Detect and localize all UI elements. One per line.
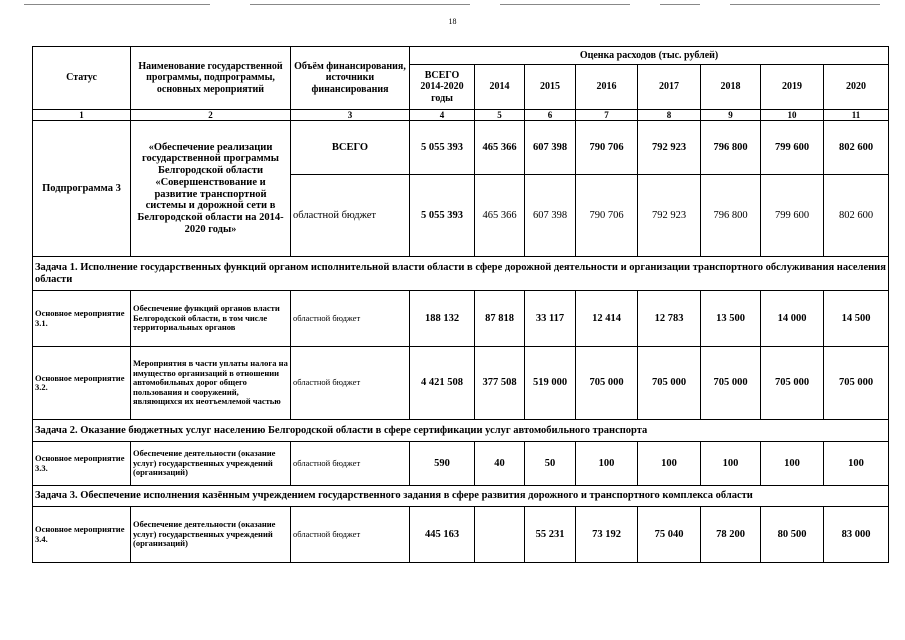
- value-cell: 33 117: [525, 291, 576, 347]
- value-cell: 100: [761, 442, 824, 486]
- task-title: Задача 3. Обеспечение исполнения казённым учреждением государственного задания в сфере развития дорожного и транспортного комплекса области: [33, 486, 889, 507]
- activity-name: Обеспечение деятельности (оказание услуг) государственных учреждений (организаций): [131, 507, 291, 563]
- value-cell: 802 600: [824, 121, 889, 175]
- value-cell: 705 000: [576, 347, 638, 420]
- column-number: 10: [761, 110, 824, 121]
- value-cell: 377 508: [475, 347, 525, 420]
- value-cell: 14 000: [761, 291, 824, 347]
- top-rule: [730, 4, 880, 5]
- value-cell: 188 132: [410, 291, 475, 347]
- value-cell: 83 000: [824, 507, 889, 563]
- value-cell: 705 000: [761, 347, 824, 420]
- budget-table: [32, 46, 889, 563]
- value-cell: 75 040: [638, 507, 701, 563]
- column-number: 4: [410, 110, 475, 121]
- activity-status: Основное мероприятие 3.4.: [33, 507, 131, 563]
- value-cell: 465 366: [475, 121, 525, 175]
- header-year: 2014: [475, 65, 525, 110]
- header-year: 2016: [576, 65, 638, 110]
- value-cell: 705 000: [701, 347, 761, 420]
- column-number: 3: [291, 110, 410, 121]
- value-cell: 5 055 393: [410, 175, 475, 257]
- activity-row: [33, 347, 889, 420]
- activity-name: Обеспечение деятельности (оказание услуг) государственных учреждений (организаций): [131, 442, 291, 486]
- task-title: Задача 1. Исполнение государственных функций органом исполнительной власти области в сфере дорожной деятельности и организации транспортного обслуживания населения области: [33, 257, 889, 291]
- header-year: 2015: [525, 65, 576, 110]
- header-estimate: Оценка расходов (тыс. рублей): [410, 47, 889, 65]
- value-cell: 519 000: [525, 347, 576, 420]
- funding-source: областной бюджет: [291, 291, 410, 347]
- value-cell: 50: [525, 442, 576, 486]
- top-rule: [250, 4, 470, 5]
- column-number: 11: [824, 110, 889, 121]
- task-row: [33, 420, 889, 442]
- value-cell: 14 500: [824, 291, 889, 347]
- value-cell: 607 398: [525, 121, 576, 175]
- subprogram-status: Подпрограмма 3: [33, 121, 131, 257]
- header-name: Наименование государственной программы, подпрограммы, основных мероприятий: [131, 47, 291, 110]
- activity-status: Основное мероприятие 3.2.: [33, 347, 131, 420]
- value-cell: 80 500: [761, 507, 824, 563]
- activity-name: Обеспечение функций органов власти Белгородской области, в том числе территориальных органов: [131, 291, 291, 347]
- column-number: 2: [131, 110, 291, 121]
- value-cell: 4 421 508: [410, 347, 475, 420]
- value-cell: 705 000: [638, 347, 701, 420]
- task-row: [33, 486, 889, 507]
- header-volume: Объём финансирования, источники финансирования: [291, 47, 410, 110]
- value-cell: 78 200: [701, 507, 761, 563]
- value-cell: 792 923: [638, 175, 701, 257]
- value-cell: 590: [410, 442, 475, 486]
- value-cell: 790 706: [576, 175, 638, 257]
- column-number: 7: [576, 110, 638, 121]
- column-number: 1: [33, 110, 131, 121]
- value-cell: 445 163: [410, 507, 475, 563]
- top-rule: [500, 4, 630, 5]
- funding-source: областной бюджет: [291, 347, 410, 420]
- header-year: 2018: [701, 65, 761, 110]
- top-rule: [24, 4, 210, 5]
- funding-source: областной бюджет: [291, 442, 410, 486]
- value-cell: 100: [824, 442, 889, 486]
- value-cell: 790 706: [576, 121, 638, 175]
- value-cell: 100: [638, 442, 701, 486]
- header-year: 2017: [638, 65, 701, 110]
- value-cell: 40: [475, 442, 525, 486]
- value-cell: 705 000: [824, 347, 889, 420]
- task-row: [33, 257, 889, 291]
- value-cell: 796 800: [701, 175, 761, 257]
- value-cell: 465 366: [475, 175, 525, 257]
- activity-status: Основное мероприятие 3.1.: [33, 291, 131, 347]
- value-cell: 12 783: [638, 291, 701, 347]
- value-cell: 799 600: [761, 175, 824, 257]
- value-cell: 100: [701, 442, 761, 486]
- header-total: ВСЕГО 2014-2020 годы: [410, 65, 475, 110]
- column-number: 5: [475, 110, 525, 121]
- activity-row: [33, 507, 889, 563]
- subprogram-total-row: [33, 121, 889, 175]
- page-number: 18: [448, 17, 457, 26]
- value-cell: 73 192: [576, 507, 638, 563]
- value-cell: 607 398: [525, 175, 576, 257]
- value-cell: 87 818: [475, 291, 525, 347]
- activity-row: [33, 291, 889, 347]
- column-number: 9: [701, 110, 761, 121]
- value-cell: 55 231: [525, 507, 576, 563]
- value-cell: 792 923: [638, 121, 701, 175]
- activity-row: [33, 442, 889, 486]
- header-status: Статус: [33, 47, 131, 110]
- top-rule: [660, 4, 700, 5]
- activity-status: Основное мероприятие 3.3.: [33, 442, 131, 486]
- header-year: 2019: [761, 65, 824, 110]
- column-number: 6: [525, 110, 576, 121]
- funding-source: областной бюджет: [291, 507, 410, 563]
- value-cell: 802 600: [824, 175, 889, 257]
- header-row: [33, 47, 889, 65]
- value-cell: 799 600: [761, 121, 824, 175]
- funding-source: областной бюджет: [291, 175, 410, 257]
- value-cell: 100: [576, 442, 638, 486]
- header-year: 2020: [824, 65, 889, 110]
- column-number-row: [33, 110, 889, 121]
- subprogram-name: «Обеспечение реализации государственной программы Белгородской области «Совершенствование и развитие транспортной системы и дорожной сети в Белгородской области на 2014-2020 годы»: [131, 121, 291, 257]
- funding-source: ВСЕГО: [291, 121, 410, 175]
- value-cell: 796 800: [701, 121, 761, 175]
- task-title: Задача 2. Оказание бюджетных услуг населению Белгородской области в сфере сертификации услуг автомобильного транспорта: [33, 420, 889, 442]
- column-number: 8: [638, 110, 701, 121]
- value-cell: 12 414: [576, 291, 638, 347]
- value-cell: [475, 507, 525, 563]
- activity-name: Мероприятия в части уплаты налога на имущество организаций в отношении автомобильных дорог общего пользования и сооружений, являющихся их неотъемлемой частью: [131, 347, 291, 420]
- value-cell: 13 500: [701, 291, 761, 347]
- value-cell: 5 055 393: [410, 121, 475, 175]
